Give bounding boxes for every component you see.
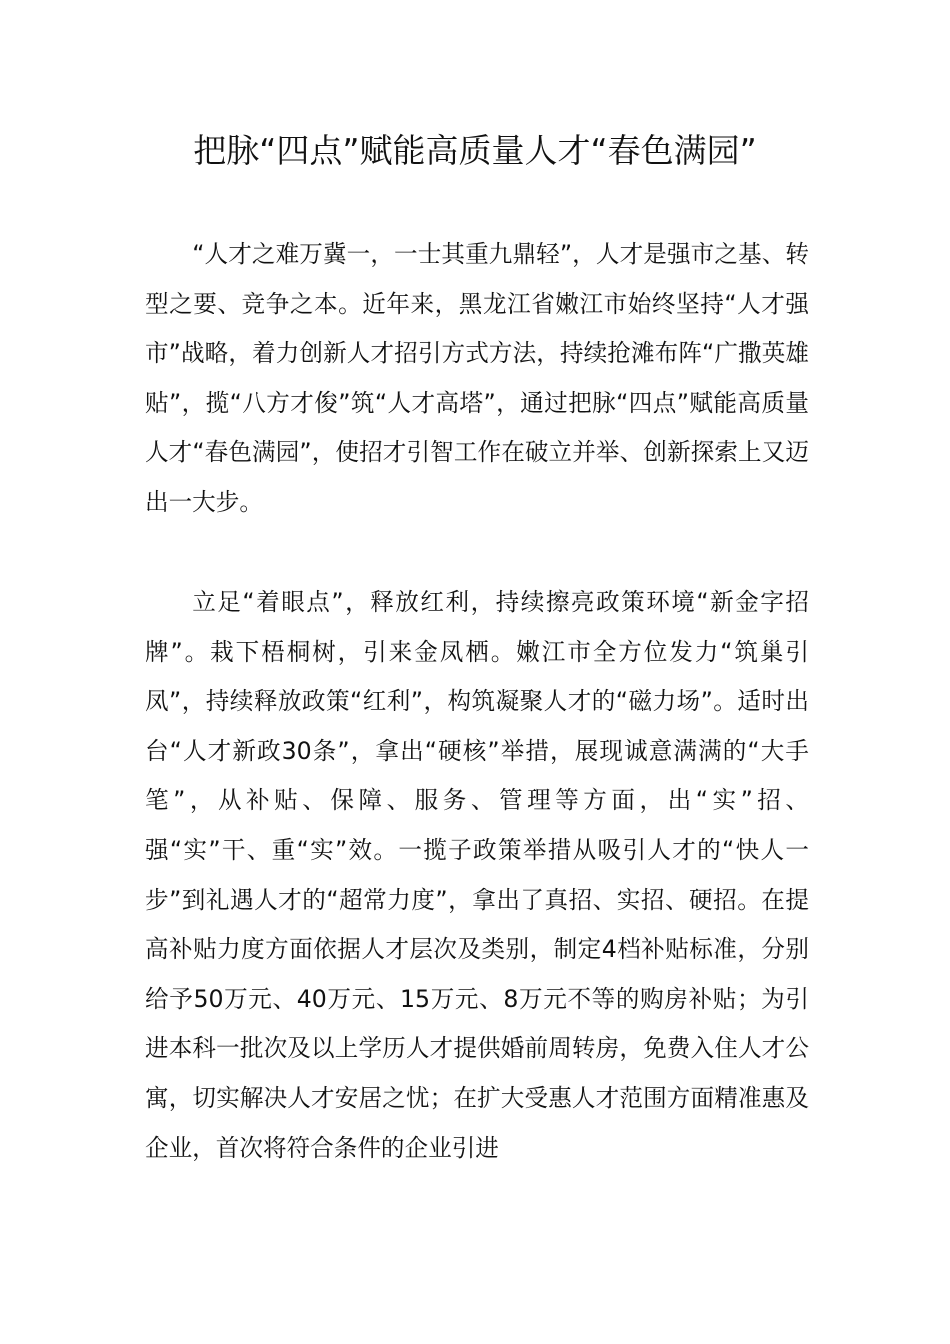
paragraph-policy: 立足“着眼点”，释放红利，持续擦亮政策环境“新金字招牌”。栽下梧桐树，引来金凤栖。嫩江市全方位发力“筑巢引凤”，持续释放政策“红利”，构筑凝聚人才的“磁力场”。适时出台“人才新政30条”，拿出“硬核”举措，展现诚意满满的“大手笔”，从补贴、保障、服务、管理等方面，出“实”招、强“实”干、重“实”效。一揽子政策举措从吸引人才的“快人一步”到礼遇人才的“超常力度”，拿出了真招、实招、硬招。在提高补贴力度方面依据人才层次及类别，制定4档补贴标准，分别给予50万元、40万元、15万元、8万元不等的购房补贴；为引进本科一批次及以上学历人才提供婚前周转房，免费入住人才公寓，切实解决人才安居之忧；在扩大受惠人才范围方面精准惠及企业，首次将符合条件的企业引进 xyxy=(145,588,809,1162)
document-title: 把脉“四点”赋能高质量人才“春色满园” xyxy=(193,131,757,170)
paragraph-intro: “人才之难万冀一，一士其重九鼎轻”，人才是强市之基、转型之要、竞争之本。近年来，黑龙江省嫩江市始终坚持“人才强市”战略，着力创新人才招引方式方法，持续抢滩布阵“广撒英雄贴”，揽“八方才俊”筑“人才高塔”，通过把脉“四点”赋能高质量人才“春色满园”，使招才引智工作在破立并举、创新探索上又迈出一大步。 xyxy=(145,240,809,516)
